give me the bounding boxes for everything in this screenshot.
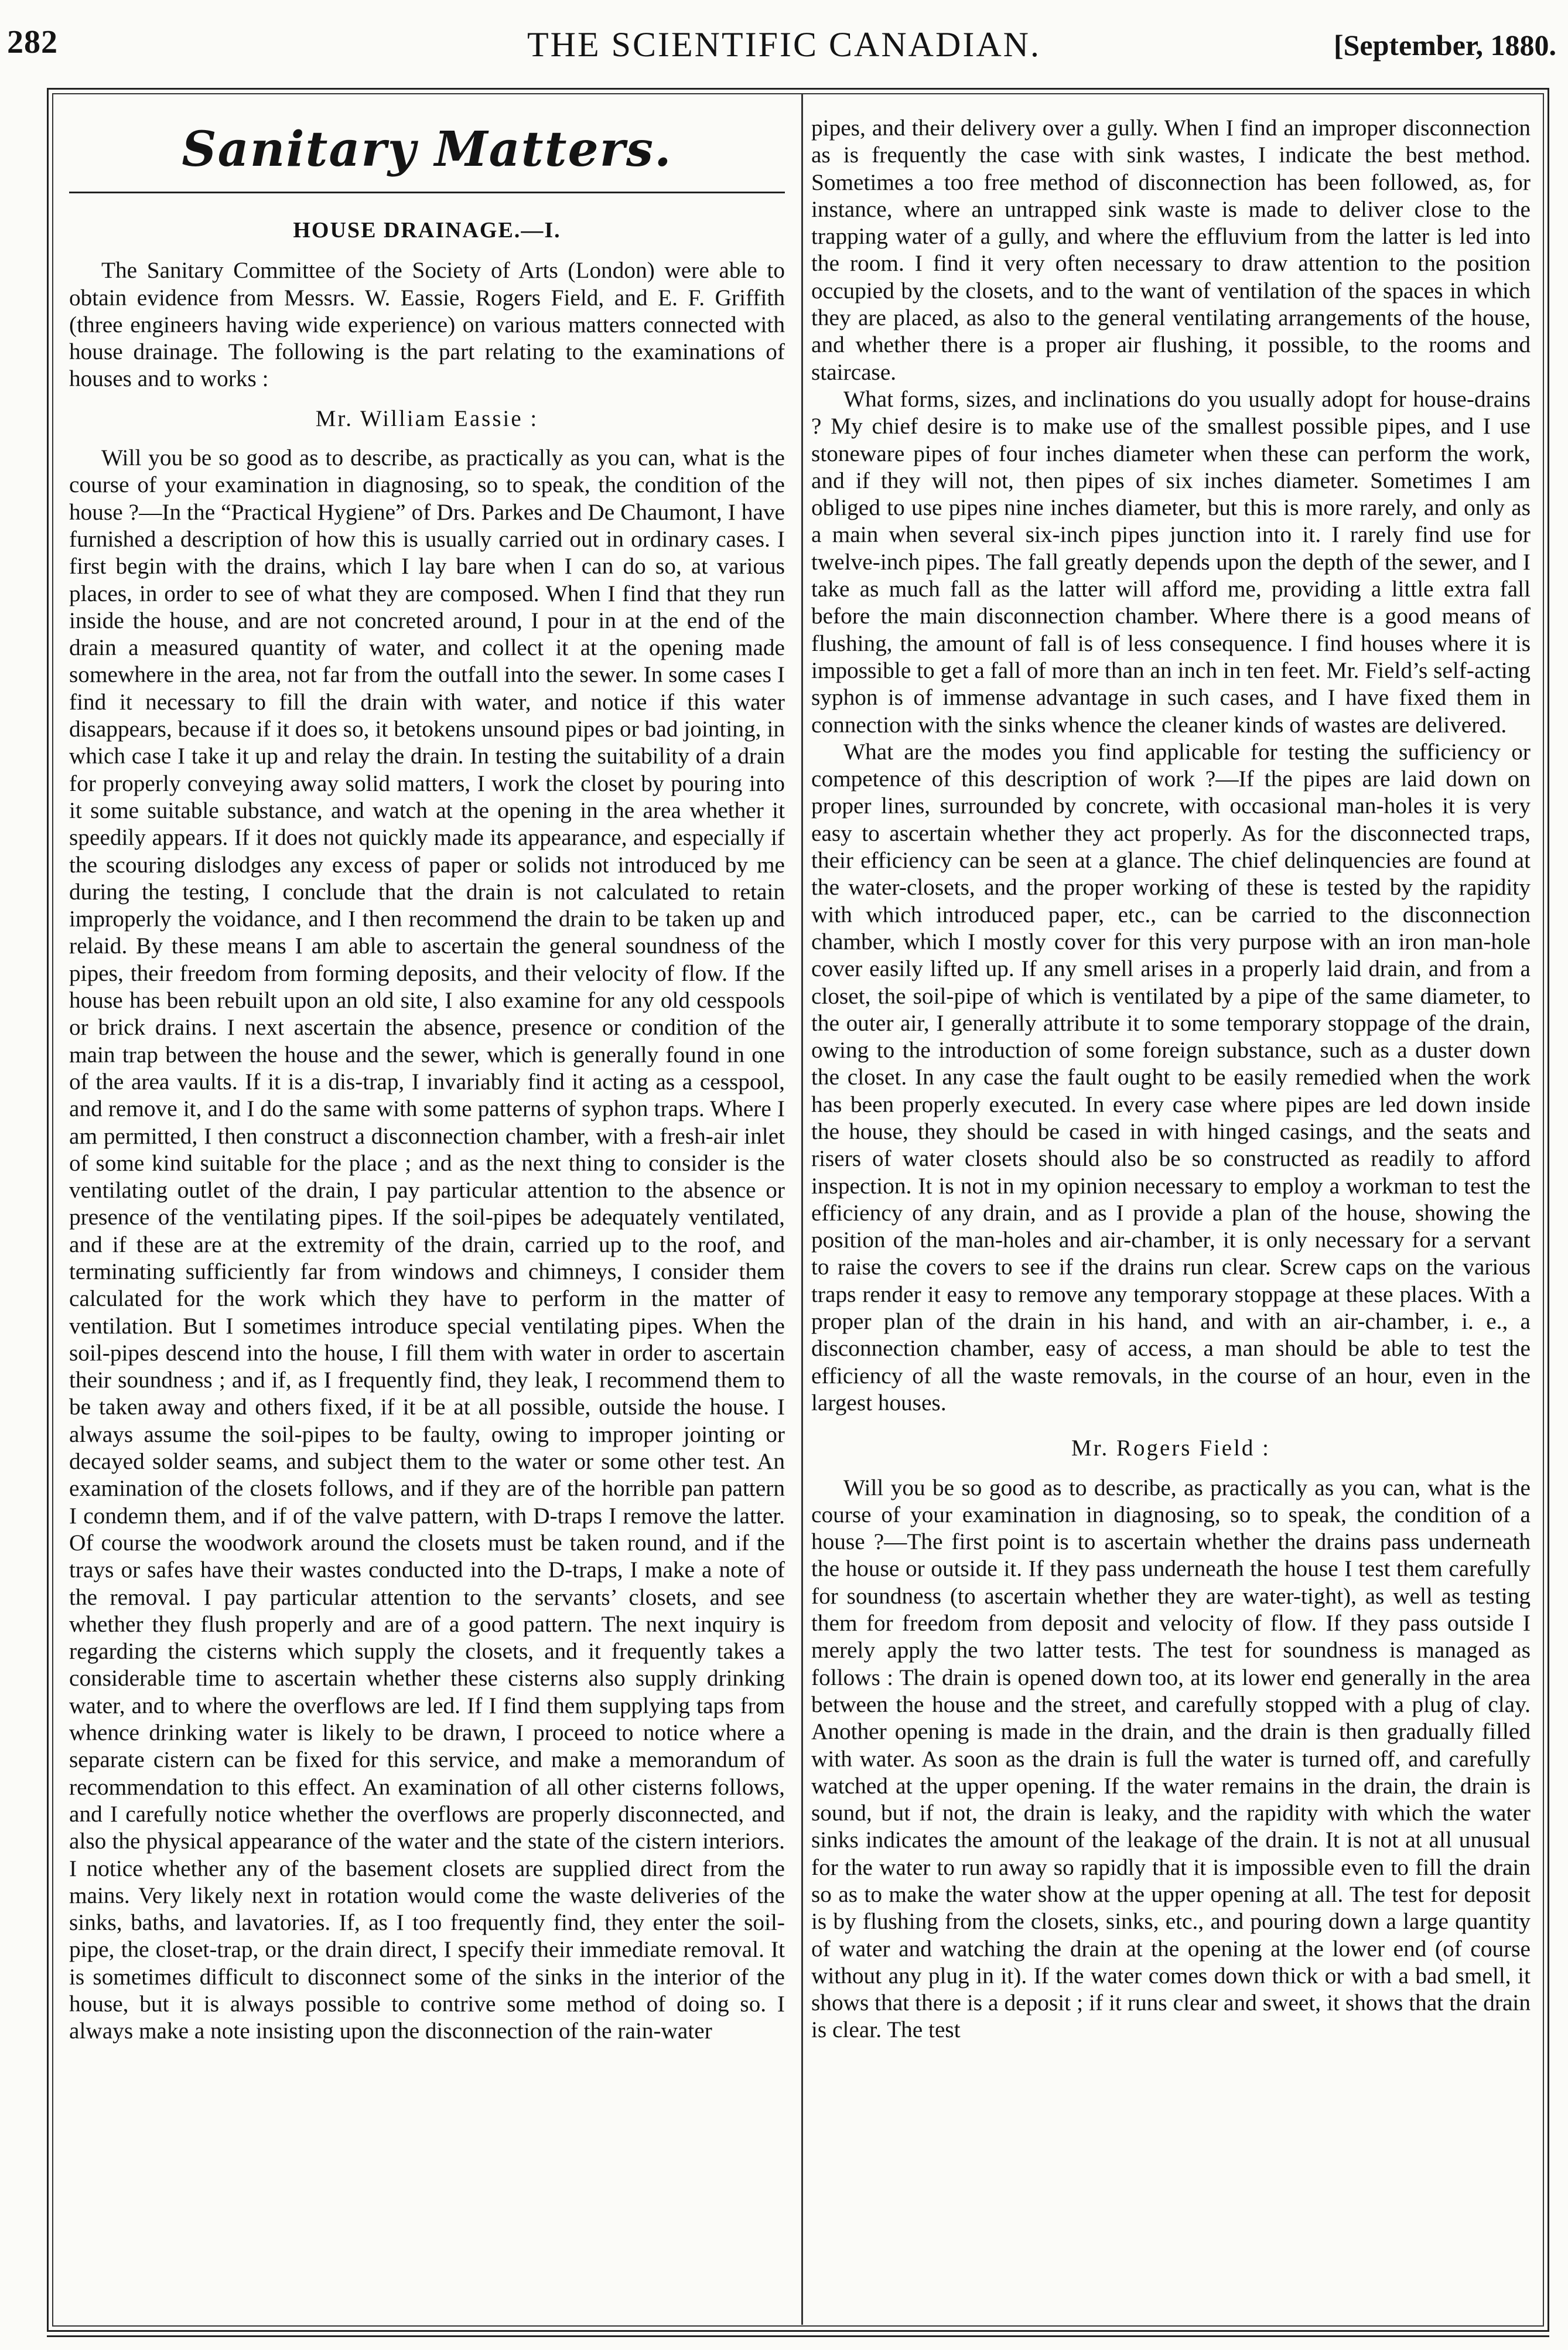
- running-head: [0, 0, 1568, 88]
- intro-paragraph: The Sanitary Committee of the Society of Arts (London) were able to obtain evidence from Messrs. W. Eassie, Rogers Field, and E. F. Griffith (three engineers having wide experience) on various matters connected with house drainage. The following is the part relating to the examinations of houses and to works :: [69, 257, 785, 392]
- column-divider: [801, 94, 803, 2325]
- forms-paragraph: What forms, sizes, and inclinations do you usually adopt for house-drains ? My chief desire is to make use of the smallest possible pipes, and I use stoneware pipes of four inches diameter when these can perform the work, and if they will not, then pipes of six inches diameter. Sometimes I am obliged to use pipes nine inches diameter, but this is more rarely, and only as a main when several six-inch pipes junction into it. I rarely find use for twelve-inch pipes. The fall greatly depends upon the depth of the sewer, and I take as much fall as the latter will afford me, providing a little extra fall before the main disconnection chamber. Where there is a good means of flushing, the amount of fall is of less consequence. I find houses where it is impossible to get a fall of more than an inch in ten feet. Mr. Field’s self-acting syphon is of immense advantage in such cases, and I have fixed them in connection with the sinks whence the cleaner kinds of wastes are delivered.: [811, 386, 1531, 738]
- speaker-eassie: Mr. William Eassie :: [315, 405, 539, 431]
- field-answer-paragraph: Will you be so good as to describe, as practically as you can, what is the course of your examination in diagnosing, so to speak, the condition of a house ?—The first point is to ascertain whether the drains pass underneath the house or outside it. If they pass underneath the house I test them carefully for soundness (to ascertain whether they are water-tight), as well as testing them for freedom from deposit and velocity of flow. If they pass outside I merely apply the two latter tests. The test for soundness is managed as follows : The drain is opened down too, at its lower end generally in the area between the house and the street, and carefully stopped with a plug of clay. Another opening is made in the drain, and the drain is then gradually filled with water. As soon as the drain is full the water is turned off, and carefully watched at the upper opening. If the water remains in the drain, the drain is sound, but if not, the drain is leaky, and the rapidity with which the water sinks indicates the amount of the leakage of the drain. It is not at all unusual for the water to run away so rapidly that it is impossible even to fill the drain so as to make the water show at the upper opening at all. The test for deposit is by flushing from the closets, sinks, etc., and pouring down a large quantity of water and watching the drain at the opening at the lower end (of course without any plug in it). If the water comes down thick or with a bad smell, it shows that there is a deposit ; if it runs clear and sweet, it shows that the drain is clear. The test: [811, 1474, 1531, 2043]
- section-rule: [69, 192, 785, 193]
- continuation-paragraph: pipes, and their delivery over a gully. When I find an improper disconnection as is frequently the case with sink wastes, I indicate the best method. Sometimes a too free method of disconnection has been followed, as, for instance, where an untrapped sink waste is made to deliver close to the trapping water of a gully, and where the effluvium from the latter is led into the room. I find it very often necessary to draw attention to the position occupied by the closets, and to the want of ventilation of the spaces in which they are placed, as also to the general ventilating arrangements of the house, and whether there is a proper air flushing, it possible, to the rooms and staircase.: [811, 115, 1531, 385]
- article-title: HOUSE DRAINAGE.—I.: [293, 218, 561, 243]
- right-column: [811, 114, 1531, 2315]
- eassie-answer-paragraph: Will you be so good as to describe, as practically as you can, what is the course of your examination in diagnosing, so to speak, the condition of the house ?—In the “Practical Hygiene” of Drs. Parkes and De Chaumont, I have furnished a description of how this is usually carried out in ordinary cases. I first begin with the drains, which I lay bare when I can do so, at various places, in order to see of what they are composed. When I find that they run inside the house, and are not concreted around, I pour in at the end of the drain a measured quantity of water, and collect it at the opening made somewhere in the area, not far from the outfall into the sewer. In some cases I find it necessary to fill the drain with water, and notice if this water disappears, because if it does so, it betokens unsound pipes or bad jointing, in which case I take it up and relay the drain. In testing the suitability of a drain for properly conveying away solid matters, I work the closet by pouring into it some suitable substance, and watch at the opening in the area whether it speedily appears. If it does not quickly made its appearance, and especially if the scouring dislodges any excess of paper or solids not introduced by me during the testing, I conclude that the drain is not calculated to retain improperly the voidance, and I then recommend the drain to be taken up and relaid. By these means I am able to ascertain the general soundness of the pipes, their freedom from forming deposits, and their velocity of flow. If the house has been rebuilt upon an old site, I also examine for any old cesspools or brick drains. I next ascertain the absence, presence or condition of the main trap between the house and the sewer, which is generally found in one of the area vaults. If it is a dis-trap, I invariably find it acting as a cesspool, and remove it, and I do the same with some patterns of syphon traps. Where I am permitted, I then construct a disconnection chamber, with a fresh-air inlet of some kind suitable for the place ; and as the next thing to consider is the ventilating outlet of the drain, I pay particular attention to the absence or presence of the ventilating pipes. If the soil-pipes be adequately ventilated, and if these are at the extremity of the drain, carried up to the roof, and terminating sufficiently far from windows and chimneys, I consider them calculated for the work which they have to perform in the matter of ventilation. But I sometimes introduce special ventilating pipes. When the soil-pipes descend into the house, I fill them with water in order to ascertain their soundness ; and if, as I frequently find, they leak, I recommend them to be taken away and others fixed, if it be at all possible, outside the house. I always assume the soil-pipes to be faulty, owing to improper jointing or decayed solder seams, and subject them to the water or some other test. An examination of the closets follows, and if they are of the horrible pan pattern I condemn them, and if of the valve pattern, with D-traps I remove the latter. Of course the woodwork around the closets must be taken round, and if the trays or safes have their wastes conducted into the D-traps, I make a note of the removal. I pay particular attention to the servants’ closets, and see whether they flush properly and are of a good pattern. The next inquiry is regarding the cisterns which supply the closets, and it frequently takes a considerable time to ascertain whether these cisterns also supply drinking water, and to where the overflows are led. If I find them supplying taps from whence drinking water is likely to be drawn, I proceed to notice where a separate cistern can be fixed for this service, and make a memorandum of recommendation to this effect. An examination of all other cisterns follows, and I carefully notice whether the overflows are properly disconnected, and also the physical appearance of the water and the state of the cistern interiors. I notice whether any of the basement closets are supplied direct from the mains. Very likely next in rotation would come the waste deliveries of the sinks, baths, and lavatories. If, as I too frequently find, they enter the soil-pipe, the closet-trap, or the drain direct, I specify their immediate removal. It is sometimes difficult to disconnect some of the sinks in the interior of the house, but it is always possible to contrive some method of doing so. I always make a note insisting upon the disconnection of the rain-water: [69, 445, 785, 2044]
- bottom-rule: [47, 2335, 1549, 2337]
- speaker-field: Mr. Rogers Field :: [1071, 1435, 1270, 1461]
- left-column: [69, 114, 785, 2315]
- journal-title: THE SCIENTIFIC CANADIAN.: [527, 25, 1041, 64]
- page-number: 282: [7, 24, 58, 60]
- issue-date: [September, 1880.: [1333, 29, 1556, 62]
- modes-paragraph: What are the modes you find applicable for testing the sufficiency or competence of this description of work ?—If the pipes are laid down on proper lines, surrounded by concrete, with occasional man-holes it is very easy to ascertain whether they act properly. As for the disconnected traps, their efficiency can be seen at a glance. The chief delinquencies are found at the water-closets, and the proper working of these is tested by the rapidity with which introduced paper, etc., can be carried to the disconnection chamber, which I mostly cover for this very purpose with an iron man-hole cover easily lifted up. If any smell arises in a properly laid drain, and from a closet, the soil-pipe of which is ventilated by a pipe of the same diameter, to the outer air, I generally attribute it to some temporary stoppage of the drain, owing to the introduction of some foreign substance, such as a duster down the closet. In any case the fault ought to be easily remedied when the work has been properly executed. In every case where pipes are led down inside the house, they should be cased in with hinged casings, and the seats and risers of water closets should also be so constructed as readily to afford inspection. It is not in my opinion necessary to employ a workman to test the efficiency of any drain, and as I provide a plan of the house, showing the position of the man-holes and air-chamber, it is only necessary for a servant to raise the covers to see if the drains run clear. Screw caps on the various traps render it easy to remove any temporary stoppage at these places. With a proper plan of the drain in his hand, and with an air-chamber, i. e., a disconnection chamber, easy of access, a man should be able to test the efficiency of all the waste removals, in the course of an hour, even in the largest houses.: [811, 738, 1531, 1416]
- section-heading: Sanitary Matters.: [182, 121, 672, 178]
